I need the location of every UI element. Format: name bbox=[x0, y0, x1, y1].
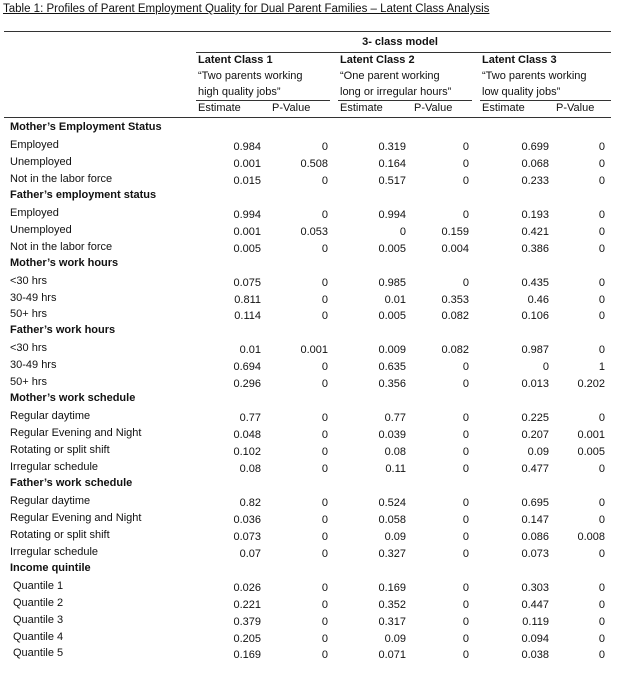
pvalue-cell: 0.159 bbox=[441, 226, 469, 238]
table-row bbox=[0, 511, 633, 527]
pvalue-cell: 0 bbox=[462, 141, 469, 153]
estimate-cell: 0.001 bbox=[233, 226, 261, 238]
estimate-cell: 0.994 bbox=[378, 209, 406, 221]
table-row bbox=[0, 375, 633, 391]
pvalue-cell: 0 bbox=[321, 649, 328, 661]
pvalue-cell: 0 bbox=[598, 294, 605, 306]
estimate-cell: 0.694 bbox=[233, 361, 261, 373]
table-row bbox=[0, 138, 633, 154]
row-label: 50+ hrs bbox=[10, 376, 47, 388]
estimate-cell: 0.119 bbox=[522, 616, 549, 628]
estimate-cell: 0.987 bbox=[521, 344, 549, 356]
pvalue-cell: 0.001 bbox=[577, 429, 605, 441]
row-label: Irregular schedule bbox=[10, 546, 99, 558]
table-row bbox=[0, 341, 633, 357]
pvalue-cell: 0 bbox=[462, 599, 469, 611]
table-row bbox=[0, 274, 633, 290]
pvalue-cell: 0 bbox=[598, 548, 605, 560]
pvalue-cell: 0 bbox=[598, 616, 605, 628]
pvalue-cell: 0 bbox=[321, 463, 328, 475]
estimate-cell: 0.005 bbox=[378, 310, 406, 322]
estimate-cell: 0.073 bbox=[233, 531, 261, 543]
class-desc-line1: “One parent working bbox=[340, 70, 440, 82]
row-label: Regular Evening and Night bbox=[10, 427, 142, 439]
pvalue-cell: 0 bbox=[598, 412, 605, 424]
estimate-cell: 0.005 bbox=[378, 243, 406, 255]
table-row bbox=[0, 155, 633, 171]
row-label: Irregular schedule bbox=[10, 461, 99, 473]
estimate-cell: 0.068 bbox=[521, 158, 549, 170]
estimate-cell: 0.984 bbox=[233, 141, 261, 153]
top-rule bbox=[4, 31, 611, 32]
pvalue-cell: 1 bbox=[598, 361, 605, 373]
pvalue-cell: 0 bbox=[598, 243, 605, 255]
estimate-cell: 0.193 bbox=[521, 209, 549, 221]
estimate-cell: 0.379 bbox=[233, 616, 261, 628]
pvalue-cell: 0 bbox=[321, 497, 328, 509]
estimate-cell: 0.08 bbox=[239, 463, 261, 475]
pvalue-header: P-Value bbox=[272, 102, 311, 114]
pvalue-cell: 0 bbox=[598, 582, 605, 594]
estimate-cell: 0.036 bbox=[233, 514, 261, 526]
class-desc-line2: low quality jobs” bbox=[482, 86, 561, 98]
estimate-cell: 0.005 bbox=[233, 243, 261, 255]
estimate-cell: 0.07 bbox=[239, 548, 261, 560]
table-row bbox=[0, 613, 633, 629]
estimate-cell: 0.524 bbox=[378, 497, 406, 509]
pvalue-header: P-Value bbox=[556, 102, 595, 114]
pvalue-cell: 0 bbox=[462, 649, 469, 661]
row-label: Unemployed bbox=[10, 156, 72, 168]
table-row bbox=[0, 494, 633, 510]
table-row bbox=[0, 409, 633, 425]
section-label: Father’s work schedule bbox=[10, 477, 133, 489]
table-row bbox=[0, 528, 633, 544]
pvalue-cell: 0 bbox=[321, 429, 328, 441]
estimate-cell: 0.01 bbox=[239, 344, 261, 356]
table-row bbox=[0, 646, 633, 662]
estimate-cell: 0.447 bbox=[521, 599, 549, 611]
estimate-cell: 0.221 bbox=[233, 599, 261, 611]
row-label: Quantile 2 bbox=[13, 597, 64, 609]
estimate-cell: 0 bbox=[399, 226, 406, 238]
pvalue-cell: 0 bbox=[462, 378, 469, 390]
table-row bbox=[0, 172, 633, 188]
table-row bbox=[0, 579, 633, 595]
row-label: Quantile 4 bbox=[13, 631, 64, 643]
row-label: Not in the labor force bbox=[10, 173, 113, 185]
estimate-cell: 0.225 bbox=[521, 412, 549, 424]
row-label: Regular daytime bbox=[10, 410, 91, 422]
pvalue-cell: 0 bbox=[321, 599, 328, 611]
estimate-cell: 0.094 bbox=[521, 633, 549, 645]
section-label: Income quintile bbox=[10, 562, 91, 574]
estimate-cell: 0.086 bbox=[521, 531, 549, 543]
pvalue-cell: 0.004 bbox=[441, 243, 469, 255]
pvalue-cell: 0 bbox=[321, 243, 328, 255]
pvalue-cell: 0 bbox=[598, 344, 605, 356]
table-row bbox=[0, 426, 633, 442]
row-label: <30 hrs bbox=[10, 275, 47, 287]
estimate-cell: 0.09 bbox=[384, 531, 406, 543]
pvalue-cell: 0 bbox=[598, 633, 605, 645]
pvalue-cell: 0 bbox=[462, 361, 469, 373]
estimate-cell: 0.08 bbox=[384, 446, 406, 458]
header-rule bbox=[4, 117, 611, 118]
pvalue-cell: 0.053 bbox=[300, 226, 328, 238]
pvalue-cell: 0 bbox=[321, 531, 328, 543]
estimate-cell: 0.77 bbox=[239, 412, 261, 424]
model-rule bbox=[196, 52, 611, 53]
pvalue-cell: 0 bbox=[462, 548, 469, 560]
class-desc-line2: high quality jobs” bbox=[198, 86, 281, 98]
estimate-cell: 0.075 bbox=[233, 277, 261, 289]
pvalue-cell: 0 bbox=[462, 209, 469, 221]
table-row bbox=[0, 240, 633, 256]
estimate-cell: 0.102 bbox=[233, 446, 261, 458]
table-row bbox=[0, 630, 633, 646]
pvalue-cell: 0 bbox=[321, 582, 328, 594]
estimate-cell: 0.77 bbox=[384, 412, 406, 424]
table-row bbox=[0, 545, 633, 561]
row-label: Rotating or split shift bbox=[10, 529, 110, 541]
estimate-cell: 0.058 bbox=[378, 514, 406, 526]
section-header-row bbox=[0, 477, 633, 493]
estimate-cell: 0.435 bbox=[521, 277, 549, 289]
estimate-cell: 0.147 bbox=[521, 514, 549, 526]
pvalue-cell: 0 bbox=[321, 294, 328, 306]
table-caption: Table 1: Profiles of Parent Employment Quality for Dual Parent Families – Latent Class Analysis bbox=[3, 3, 490, 15]
estimate-cell: 0.205 bbox=[233, 633, 261, 645]
estimate-cell: 0.985 bbox=[378, 277, 406, 289]
pvalue-header: P-Value bbox=[414, 102, 453, 114]
estimate-cell: 0.699 bbox=[521, 141, 549, 153]
pvalue-cell: 0 bbox=[462, 412, 469, 424]
row-label: 50+ hrs bbox=[10, 308, 47, 320]
estimate-cell: 0.994 bbox=[233, 209, 261, 221]
pvalue-cell: 0.353 bbox=[441, 294, 469, 306]
pvalue-cell: 0 bbox=[462, 429, 469, 441]
pvalue-cell: 0 bbox=[598, 277, 605, 289]
estimate-cell: 0.09 bbox=[527, 446, 549, 458]
estimate-cell: 0.317 bbox=[378, 616, 406, 628]
table-row bbox=[0, 358, 633, 374]
estimate-cell: 0.039 bbox=[378, 429, 406, 441]
section-header-row bbox=[0, 562, 633, 578]
class-desc-line1: “Two parents working bbox=[482, 70, 587, 82]
estimate-cell: 0.303 bbox=[521, 582, 549, 594]
estimate-cell: 0.164 bbox=[378, 158, 406, 170]
estimate-cell: 0.811 bbox=[234, 294, 261, 306]
row-label: Not in the labor force bbox=[10, 241, 113, 253]
row-label: Employed bbox=[10, 207, 59, 219]
class-desc-rule bbox=[196, 100, 330, 101]
row-label: 30-49 hrs bbox=[10, 292, 57, 304]
table-row bbox=[0, 291, 633, 307]
pvalue-cell: 0 bbox=[598, 514, 605, 526]
section-header-row bbox=[0, 257, 633, 273]
estimate-cell: 0.169 bbox=[233, 649, 261, 661]
estimate-cell: 0.695 bbox=[521, 497, 549, 509]
pvalue-cell: 0 bbox=[321, 412, 328, 424]
estimate-cell: 0.46 bbox=[527, 294, 549, 306]
estimate-cell: 0.071 bbox=[378, 649, 406, 661]
pvalue-cell: 0 bbox=[462, 616, 469, 628]
pvalue-cell: 0 bbox=[598, 209, 605, 221]
row-label: Quantile 1 bbox=[13, 580, 64, 592]
pvalue-cell: 0 bbox=[598, 649, 605, 661]
section-label: Mother’s Employment Status bbox=[10, 121, 162, 133]
table-row bbox=[0, 443, 633, 459]
estimate-cell: 0.114 bbox=[234, 310, 261, 322]
estimate-cell: 0 bbox=[542, 361, 549, 373]
table-row bbox=[0, 206, 633, 222]
pvalue-cell: 0 bbox=[321, 616, 328, 628]
estimate-cell: 0.106 bbox=[521, 310, 549, 322]
section-label: Mother’s work schedule bbox=[10, 392, 136, 404]
estimate-cell: 0.517 bbox=[378, 175, 406, 187]
table-row bbox=[0, 596, 633, 612]
estimate-cell: 0.82 bbox=[239, 497, 261, 509]
pvalue-cell: 0 bbox=[598, 599, 605, 611]
estimate-cell: 0.356 bbox=[378, 378, 406, 390]
estimate-cell: 0.352 bbox=[378, 599, 406, 611]
section-label: Mother’s work hours bbox=[10, 257, 119, 269]
pvalue-cell: 0 bbox=[321, 310, 328, 322]
estimate-cell: 0.327 bbox=[378, 548, 406, 560]
estimate-cell: 0.013 bbox=[521, 378, 549, 390]
pvalue-cell: 0.005 bbox=[577, 446, 605, 458]
pvalue-cell: 0 bbox=[321, 548, 328, 560]
pvalue-cell: 0 bbox=[462, 463, 469, 475]
estimate-header: Estimate bbox=[340, 102, 383, 114]
estimate-cell: 0.073 bbox=[521, 548, 549, 560]
estimate-cell: 0.635 bbox=[378, 361, 406, 373]
estimate-cell: 0.09 bbox=[384, 633, 406, 645]
row-label: Quantile 5 bbox=[13, 647, 64, 659]
section-header-row bbox=[0, 392, 633, 408]
pvalue-cell: 0 bbox=[462, 158, 469, 170]
pvalue-cell: 0 bbox=[462, 446, 469, 458]
estimate-cell: 0.233 bbox=[521, 175, 549, 187]
section-label: Father’s employment status bbox=[10, 189, 157, 201]
pvalue-cell: 0.508 bbox=[300, 158, 328, 170]
row-label: Rotating or split shift bbox=[10, 444, 110, 456]
pvalue-cell: 0.082 bbox=[441, 344, 469, 356]
estimate-header: Estimate bbox=[482, 102, 525, 114]
row-label: Employed bbox=[10, 139, 59, 151]
table-row bbox=[0, 307, 633, 323]
class-name: Latent Class 3 bbox=[482, 54, 557, 66]
pvalue-cell: 0 bbox=[321, 378, 328, 390]
pvalue-cell: 0 bbox=[321, 141, 328, 153]
pvalue-cell: 0 bbox=[598, 175, 605, 187]
pvalue-cell: 0 bbox=[321, 446, 328, 458]
estimate-cell: 0.11 bbox=[385, 463, 406, 475]
pvalue-cell: 0 bbox=[462, 531, 469, 543]
pvalue-cell: 0.202 bbox=[577, 378, 605, 390]
row-label: Regular Evening and Night bbox=[10, 512, 142, 524]
table-row bbox=[0, 223, 633, 239]
row-label: 30-49 hrs bbox=[10, 359, 57, 371]
pvalue-cell: 0 bbox=[462, 633, 469, 645]
pvalue-cell: 0.008 bbox=[577, 531, 605, 543]
estimate-cell: 0.026 bbox=[233, 582, 261, 594]
estimate-cell: 0.048 bbox=[233, 429, 261, 441]
estimate-cell: 0.477 bbox=[521, 463, 549, 475]
row-label: Unemployed bbox=[10, 224, 72, 236]
pvalue-cell: 0 bbox=[598, 141, 605, 153]
estimate-cell: 0.009 bbox=[378, 344, 406, 356]
estimate-cell: 0.015 bbox=[233, 175, 261, 187]
estimate-cell: 0.319 bbox=[378, 141, 406, 153]
estimate-cell: 0.001 bbox=[233, 158, 261, 170]
model-title: 3- class model bbox=[362, 36, 438, 48]
section-header-row bbox=[0, 324, 633, 340]
row-label: Quantile 3 bbox=[13, 614, 64, 626]
pvalue-cell: 0 bbox=[321, 361, 328, 373]
pvalue-cell: 0 bbox=[462, 514, 469, 526]
class-desc-line2: long or irregular hours” bbox=[340, 86, 452, 98]
row-label: <30 hrs bbox=[10, 342, 47, 354]
pvalue-cell: 0.001 bbox=[300, 344, 328, 356]
estimate-cell: 0.169 bbox=[378, 582, 406, 594]
estimate-cell: 0.421 bbox=[521, 226, 549, 238]
pvalue-cell: 0.082 bbox=[441, 310, 469, 322]
class-desc-rule bbox=[338, 100, 472, 101]
pvalue-cell: 0 bbox=[462, 497, 469, 509]
pvalue-cell: 0 bbox=[598, 497, 605, 509]
pvalue-cell: 0 bbox=[321, 633, 328, 645]
estimate-cell: 0.038 bbox=[521, 649, 549, 661]
estimate-cell: 0.296 bbox=[233, 378, 261, 390]
row-label: Regular daytime bbox=[10, 495, 91, 507]
section-header-row bbox=[0, 189, 633, 205]
section-label: Father’s work hours bbox=[10, 324, 116, 336]
estimate-header: Estimate bbox=[198, 102, 241, 114]
table-row bbox=[0, 460, 633, 476]
pvalue-cell: 0 bbox=[598, 310, 605, 322]
estimate-cell: 0.01 bbox=[384, 294, 406, 306]
estimate-cell: 0.207 bbox=[521, 429, 549, 441]
class-name: Latent Class 2 bbox=[340, 54, 415, 66]
pvalue-cell: 0 bbox=[462, 175, 469, 187]
pvalue-cell: 0 bbox=[462, 582, 469, 594]
pvalue-cell: 0 bbox=[321, 277, 328, 289]
section-header-row bbox=[0, 121, 633, 137]
pvalue-cell: 0 bbox=[462, 277, 469, 289]
class-desc-rule bbox=[480, 100, 611, 101]
estimate-cell: 0.386 bbox=[521, 243, 549, 255]
pvalue-cell: 0 bbox=[598, 226, 605, 238]
pvalue-cell: 0 bbox=[598, 158, 605, 170]
pvalue-cell: 0 bbox=[321, 209, 328, 221]
class-desc-line1: “Two parents working bbox=[198, 70, 303, 82]
class-name: Latent Class 1 bbox=[198, 54, 273, 66]
pvalue-cell: 0 bbox=[598, 463, 605, 475]
pvalue-cell: 0 bbox=[321, 175, 328, 187]
pvalue-cell: 0 bbox=[321, 514, 328, 526]
